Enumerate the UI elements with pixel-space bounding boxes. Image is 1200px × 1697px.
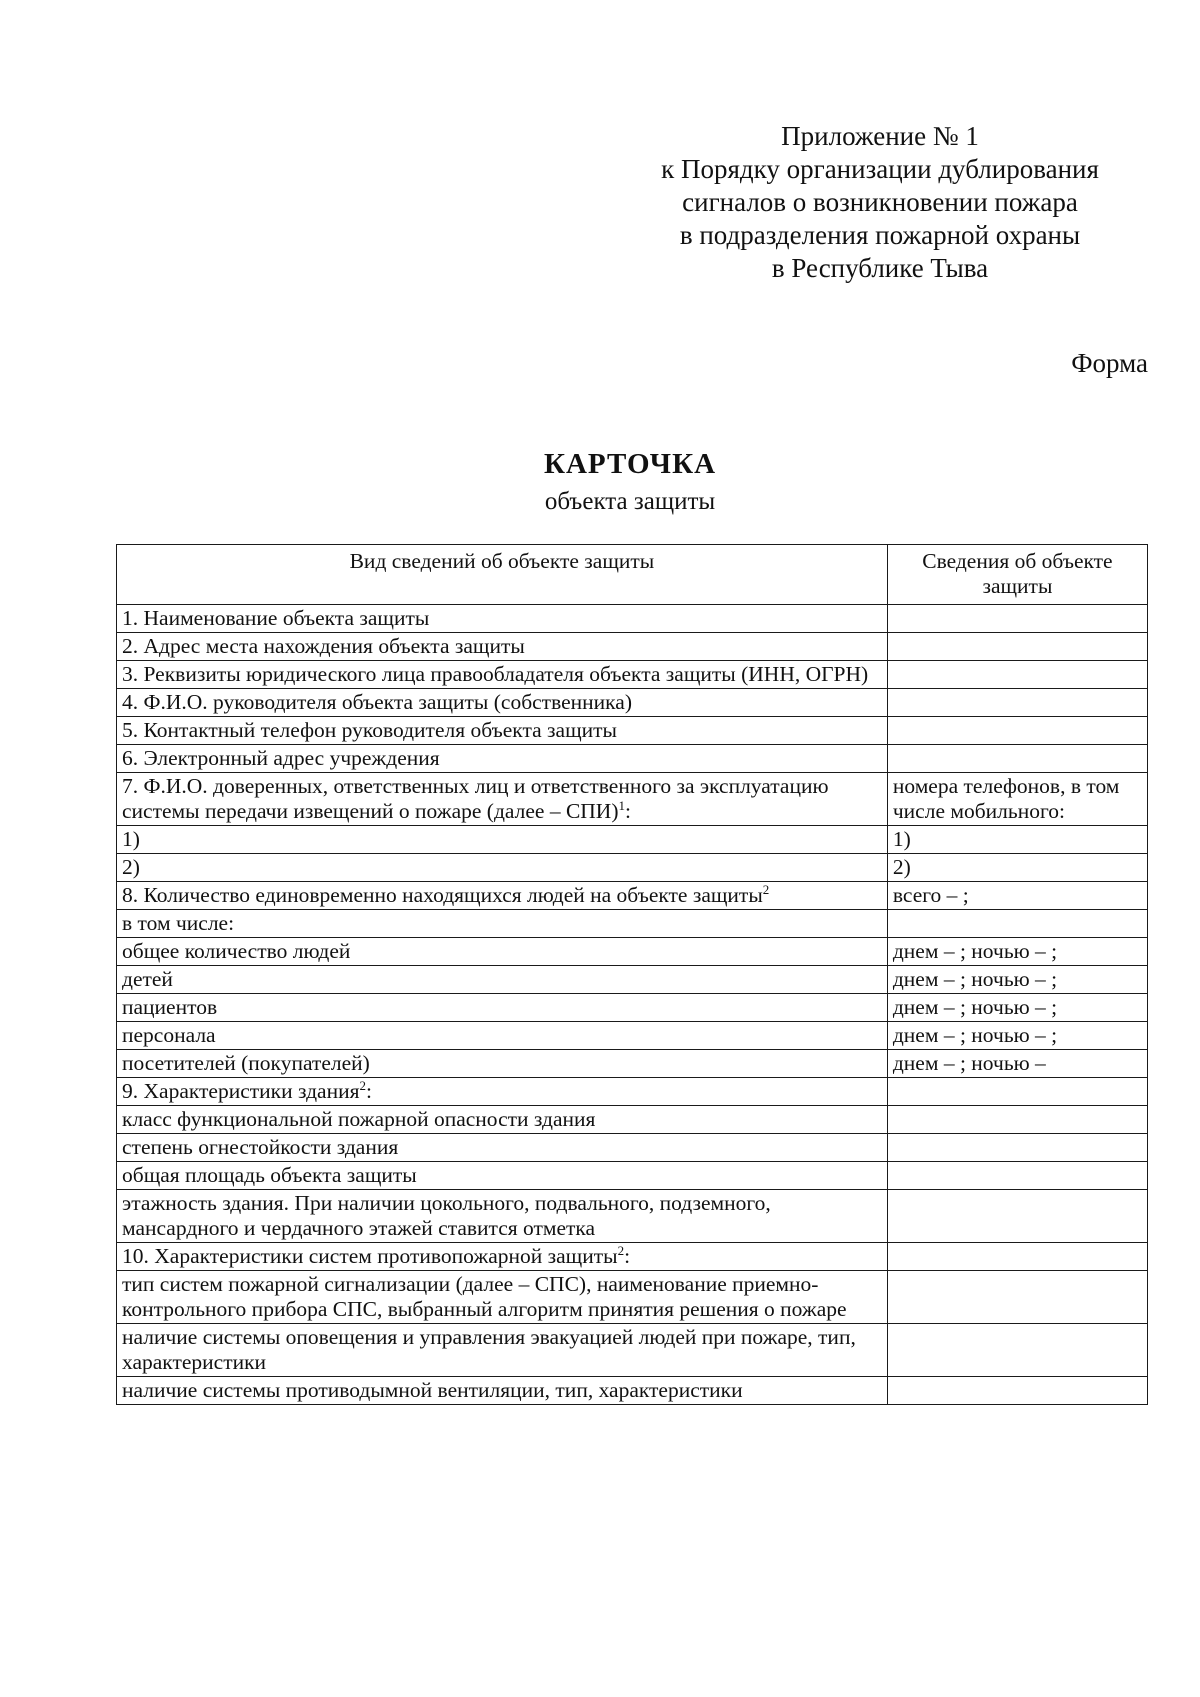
- row-label: 2): [122, 855, 140, 879]
- row-value-cell: всего – ;: [887, 882, 1147, 910]
- row-label-cell: [117, 605, 888, 633]
- row-label: 5. Контактный телефон руководителя объекта защиты: [122, 718, 617, 742]
- row-label: 1): [122, 827, 140, 851]
- row-label-cell: [117, 1106, 888, 1134]
- row-value-cell: [887, 605, 1147, 633]
- row-label: 8. Количество единовременно находящихся людей на объекте защиты: [122, 883, 763, 907]
- row-label-cell: [117, 1271, 888, 1324]
- document-subtitle: объекта защиты: [544, 488, 716, 515]
- table-row: [117, 745, 1148, 773]
- row-label-cell: [117, 633, 888, 661]
- table-row: [117, 1022, 1148, 1050]
- footnote-marker: 1: [618, 797, 625, 813]
- row-label: в том числе:: [122, 911, 235, 935]
- table-row: [117, 910, 1148, 938]
- row-value-cell: днем – ; ночью – ;: [887, 966, 1147, 994]
- row-label: 7. Ф.И.О. доверенных, ответственных лиц и ответственного за эксплуатацию системы передачи извещений о пожаре (далее – СПИ): [122, 774, 829, 823]
- row-value-cell: [887, 717, 1147, 745]
- row-label-cell: [117, 966, 888, 994]
- row-value-cell: [887, 1243, 1147, 1271]
- row-value-cell: номера телефонов, в том числе мобильного:: [887, 773, 1147, 826]
- row-label-cell: [117, 910, 888, 938]
- row-value-cell: [887, 1271, 1147, 1324]
- table-row: [117, 1243, 1148, 1271]
- appendix-line: сигналов о возникновении пожара: [682, 187, 1078, 217]
- row-label-cell: [117, 717, 888, 745]
- table-row: [117, 854, 1148, 882]
- row-value-cell: [887, 1162, 1147, 1190]
- row-label: этажность здания. При наличии цокольного, подвального, подземного, мансардного и чердачного этажей ставится отметка: [122, 1191, 771, 1240]
- table-row: [117, 689, 1148, 717]
- table-row: [117, 1271, 1148, 1324]
- row-label-tail: :: [625, 799, 631, 823]
- row-label: общее количество людей: [122, 939, 351, 963]
- row-value-cell: 2): [887, 854, 1147, 882]
- row-value-cell: днем – ; ночью – ;: [887, 1022, 1147, 1050]
- row-label-cell: [117, 1162, 888, 1190]
- row-label-cell: [117, 1190, 888, 1243]
- row-label-cell: [117, 661, 888, 689]
- row-label-cell: [117, 994, 888, 1022]
- table-row: [117, 717, 1148, 745]
- table-row: [117, 1134, 1148, 1162]
- row-value-cell: [887, 661, 1147, 689]
- row-label-tail: :: [624, 1244, 631, 1268]
- footnote-marker: 2: [359, 1077, 366, 1093]
- row-label-cell: [117, 1078, 888, 1106]
- object-card-table: [116, 544, 1148, 1405]
- form-label: Форма: [1071, 348, 1148, 378]
- table-row: [117, 1050, 1148, 1078]
- row-value-cell: [887, 633, 1147, 661]
- row-value-cell: днем – ; ночью – ;: [887, 938, 1147, 966]
- header-cell-info: Сведения об объекте защиты: [887, 545, 1147, 605]
- row-label-cell: [117, 1050, 888, 1078]
- row-label-cell: [117, 854, 888, 882]
- row-label-cell: [117, 938, 888, 966]
- row-label: класс функциональной пожарной опасности здания: [122, 1107, 596, 1131]
- table-row: [117, 938, 1148, 966]
- table-row: [117, 826, 1148, 854]
- row-label: посетителей (покупателей): [122, 1051, 370, 1075]
- table-row: [117, 1377, 1148, 1405]
- appendix-header: [600, 120, 1160, 285]
- row-value-cell: [887, 1190, 1147, 1243]
- row-value-cell: [887, 745, 1147, 773]
- footnote-marker: 2: [617, 1242, 625, 1258]
- document-title: КАРТОЧКА: [543, 448, 717, 480]
- row-label: пациентов: [122, 995, 218, 1019]
- appendix-line: в Республике Тыва: [771, 253, 989, 283]
- table-row: [117, 1162, 1148, 1190]
- row-label-cell: [117, 745, 888, 773]
- row-label-cell: [117, 1022, 888, 1050]
- table-row: [117, 773, 1148, 826]
- row-label-cell: [117, 826, 888, 854]
- row-label: персонала: [122, 1023, 216, 1047]
- row-label: детей: [122, 967, 173, 991]
- row-value-cell: днем – ; ночью – ;: [887, 994, 1147, 1022]
- row-label: 3. Реквизиты юридического лица правообладателя объекта защиты (ИНН, ОГРН): [122, 662, 869, 686]
- row-value-cell: [887, 1078, 1147, 1106]
- table-header-row: [117, 545, 1148, 605]
- row-label-cell: [117, 689, 888, 717]
- row-label-cell: [117, 882, 888, 910]
- row-label: наличие системы оповещения и управления эвакуацией людей при пожаре, тип, характеристики: [122, 1325, 856, 1374]
- row-label: 1. Наименование объекта защиты: [122, 606, 430, 630]
- appendix-line: к Порядку организации дублирования: [661, 154, 1099, 184]
- row-label-cell: [117, 1243, 888, 1271]
- row-label: общая площадь объекта защиты: [122, 1163, 417, 1187]
- header-cell-kind: Вид сведений об объекте защиты: [117, 545, 888, 605]
- row-label-tail: :: [365, 1079, 372, 1103]
- table-row: [117, 1078, 1148, 1106]
- row-label: степень огнестойкости здания: [122, 1135, 399, 1159]
- row-label-cell: [117, 1324, 888, 1377]
- table-row: [117, 1190, 1148, 1243]
- appendix-line: Приложение № 1: [781, 121, 979, 151]
- row-label: 10. Характеристики систем противопожарной защиты: [122, 1244, 618, 1268]
- row-label-cell: [117, 773, 888, 826]
- footnote-marker: 2: [762, 881, 770, 897]
- table-row: [117, 994, 1148, 1022]
- table-row: [117, 1106, 1148, 1134]
- row-value-cell: [887, 1106, 1147, 1134]
- row-value-cell: 1): [887, 826, 1147, 854]
- row-label: 9. Характеристики здания: [122, 1079, 360, 1103]
- row-label: 4. Ф.И.О. руководителя объекта защиты (собственника): [122, 690, 632, 714]
- row-value-cell: [887, 1324, 1147, 1377]
- row-value-cell: [887, 910, 1147, 938]
- row-value-cell: [887, 689, 1147, 717]
- appendix-line: в подразделения пожарной охраны: [679, 220, 1081, 250]
- row-label: тип систем пожарной сигнализации (далее – СПС), наименование приемно-контрольного прибора СПС, выбранный алгоритм принятия решения о пожаре: [122, 1272, 847, 1321]
- row-label-cell: [117, 1134, 888, 1162]
- table-row: [117, 882, 1148, 910]
- row-label: наличие системы противодымной вентиляции, тип, характеристики: [122, 1378, 743, 1402]
- row-value-cell: [887, 1134, 1147, 1162]
- row-value-cell: [887, 1377, 1147, 1405]
- row-label: 6. Электронный адрес учреждения: [122, 746, 440, 770]
- table-row: [117, 1324, 1148, 1377]
- row-label-cell: [117, 1377, 888, 1405]
- table-row: [117, 605, 1148, 633]
- table-row: [117, 966, 1148, 994]
- row-label: 2. Адрес места нахождения объекта защиты: [122, 634, 525, 658]
- table-row: [117, 633, 1148, 661]
- row-value-cell: днем – ; ночью –: [887, 1050, 1147, 1078]
- table-row: [117, 661, 1148, 689]
